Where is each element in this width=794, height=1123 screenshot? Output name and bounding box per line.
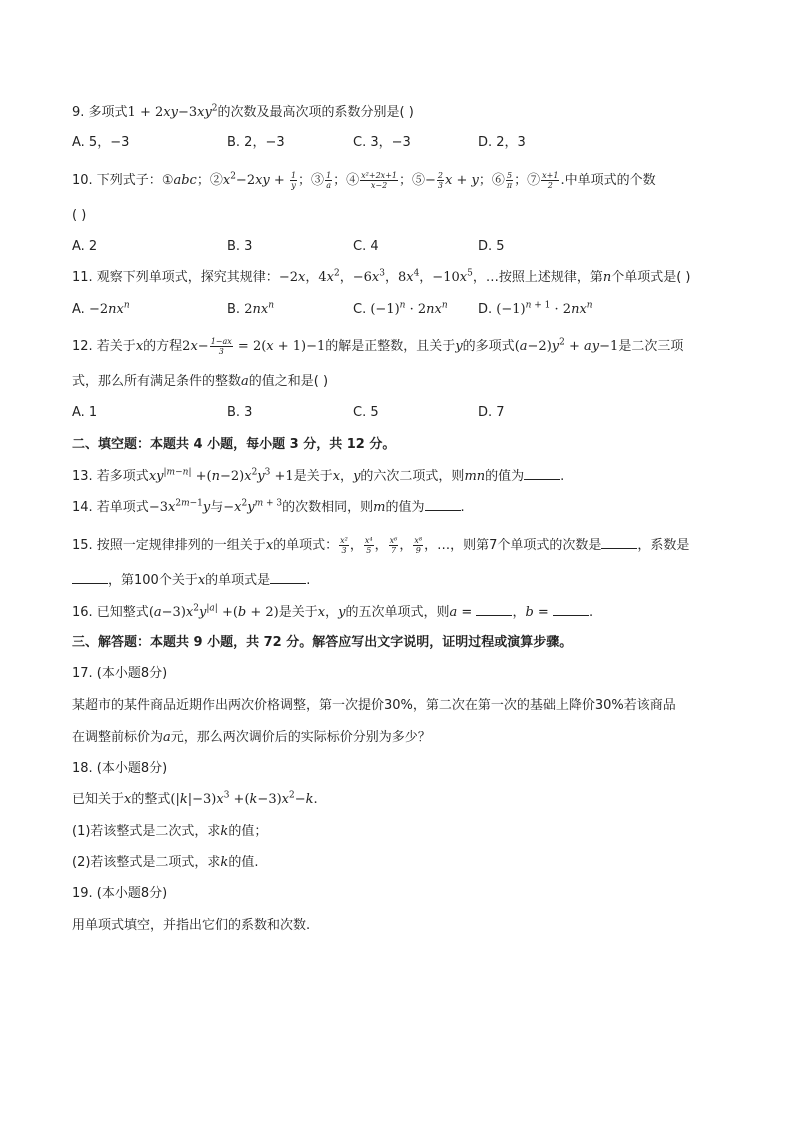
- question-11-stem: 11. 观察下列单项式，探究其规律：−2x，$4x^2$，$-6x^3$，$8x^4$，$-10x^5$，…按照上述规律，第n个单项式是( ): [72, 268, 691, 285]
- q9-suffix: 的次数及最高次项的系数分别是( ): [217, 105, 414, 120]
- q16-blank-a[interactable]: [476, 603, 512, 616]
- q11-option-d[interactable]: D. $(-1)^{n + 1} \cdot 2nx^n$: [478, 300, 593, 317]
- q18-sub2: (2)若该整式是二项式，求k的值.: [72, 855, 259, 870]
- q12-polynomial: $(a-2)y^2 + ay-1$: [514, 337, 619, 354]
- q16-blank-b[interactable]: [553, 603, 589, 616]
- q9-option-d[interactable]: D. 2，3: [478, 135, 526, 150]
- q12-equation: 2x− $\frac{1-ax}{3}$ = 2(x + 1)−1: [182, 337, 326, 356]
- q9-option-b[interactable]: B. 2，−3: [227, 135, 285, 150]
- question-12-options: [72, 404, 732, 422]
- q15-sequence: $\frac{\text{x²}}{3}$ ， $\frac{\text{x⁴}}{5}$ ， $\frac{\text{x⁶}}{7}$ ， $\frac{\text{x⁸}}{9}$ ，: [340, 536, 438, 555]
- q18-expression: $(|k|-3)x^3 +(k-3)x^2-k$.: [170, 790, 318, 807]
- q11-suffix: 个单项式是( ): [611, 270, 691, 285]
- question-15: 15. 按照一定规律排列的一组关于x的单项式： $\frac{\text{x²}}{3}$ ， $\frac{\text{x⁴}}{5}$ ， $\frac{\text{x⁶}}{7}$ ， $\frac{\text{x⁸}}{9}$ ，…，则第7个单项式的次数是 ，系数是: [72, 536, 690, 555]
- q11-prefix: 11. 观察下列单项式，探究其规律：: [72, 270, 279, 285]
- q11-mid: …按照上述规律，第: [485, 270, 603, 285]
- question-9-options: [72, 134, 732, 152]
- section-3-heading: 三、解答题：本题共 9 小题，共 72 分。解答应写出文字说明，证明过程或演算步骤。: [72, 635, 573, 650]
- section-2-heading: 二、填空题：本题共 4 小题，每小题 3 分，共 12 分。: [72, 437, 396, 452]
- q10-suffix: 中单项式的个数: [564, 173, 656, 188]
- q12-option-d[interactable]: D. 7: [478, 405, 505, 420]
- q15-blank-2[interactable]: [72, 571, 108, 584]
- q10-prefix: 10. 下列式子：: [72, 173, 162, 188]
- q13-polynomial: $xy^{|m-n|} +(n-2)x^2y^3 +1$: [148, 467, 294, 484]
- q11-option-a[interactable]: A. $-2nx^n$: [72, 300, 130, 317]
- q10-paren: ( ): [72, 208, 87, 223]
- q12-b: 的解是正整数，且关于: [325, 339, 456, 354]
- q12-option-a[interactable]: A. 1: [72, 405, 98, 420]
- q12-option-c[interactable]: C. 5: [353, 405, 379, 420]
- q10-option-a[interactable]: A. 2: [72, 239, 98, 254]
- q11-sequence: −2x，$4x^2$，$-6x^3$，$8x^4$，$-10x^5$，: [278, 268, 486, 285]
- q18-line1: 已知关于x的整式$(|k|-3)x^3 +(k-3)x^2-k$.: [72, 790, 318, 807]
- question-10-options: [72, 238, 732, 256]
- q12-option-b[interactable]: B. 3: [227, 405, 253, 420]
- q9-option-a[interactable]: A. 5，−3: [72, 135, 130, 150]
- q16-expression: $(a-3)x^2y^{|a|} +(b + 2)$: [148, 603, 279, 620]
- q9-polynomial: $1 + 2xy-3xy^2$: [127, 103, 218, 120]
- q19-title: 19. (本小题8分): [72, 886, 168, 901]
- q10-option-d[interactable]: D. 5: [478, 239, 505, 254]
- q10-option-c[interactable]: C. 4: [353, 239, 379, 254]
- question-9-stem: [72, 104, 414, 122]
- q17-line1: 某超市的某件商品近期作出两次价格调整，第一次提价30%，第二次在第一次的基础上降价30%若该商品: [72, 698, 676, 713]
- q12-a: 的方程: [143, 339, 183, 354]
- q12-prefix: 12. 若关于: [72, 339, 136, 354]
- q15-blank-3[interactable]: [270, 571, 306, 584]
- q10-expressions: ①abc；$②x^2-2xy$ + $\frac{1}{y}$ ；③ $\frac{1}{a}$ ；④ $\frac{\text{x²+2x+1}}{x-2}$ ；⑤− $\frac{2}{3}$ x + y；⑥ $\frac{5}{\pi}$ ；⑦ $\frac{x+1}{2}$ .: [161, 171, 565, 190]
- q12-c: 的多项式: [462, 339, 515, 354]
- q9-option-c[interactable]: C. 3，−3: [353, 135, 411, 150]
- question-15-line2: ，第100个关于x的单项式是 .: [72, 571, 310, 590]
- q14-monomial-2: $-x^2y^{m + 3}$: [223, 498, 283, 515]
- q18-sub1: (1)若该整式是二次式，求k的值；: [72, 824, 268, 839]
- question-12-stem: 12. 若关于x的方程2x− $\frac{1-ax}{3}$ = 2(x + 1)−1的解是正整数，且关于y的多项式$(a-2)y^2 + ay-1$是二次三项: [72, 337, 684, 356]
- q17-line2: 在调整前标价为a元，那么两次调价后的实际标价分别为多少？: [72, 730, 431, 745]
- q14-monomial-1: $-3x^{2m-1}y$: [148, 498, 211, 515]
- q18-title: 18. (本小题8分): [72, 761, 168, 776]
- q13-blank[interactable]: [524, 467, 560, 480]
- q11-option-b[interactable]: B. $2nx^n$: [227, 300, 274, 317]
- question-11-options: [72, 301, 732, 319]
- q9-prefix: 9. 多项式: [72, 105, 128, 120]
- q19-line1: 用单项式填空，并指出它们的系数和次数.: [72, 918, 311, 933]
- question-16: 16. 已知整式$(a-3)x^2y^{|a|} +(b + 2)$是关于x，y的五次单项式，则a = ，b = .: [72, 603, 594, 620]
- q10-option-b[interactable]: B. 3: [227, 239, 253, 254]
- question-10-stem: [72, 170, 656, 192]
- question-14: 14. 若单项式$-3x^{2m-1}y$与$-x^2y^{m + 3}$的次数相同，则m的值为 .: [72, 498, 465, 515]
- question-13: 13. 若多项式$xy^{|m-n|} +(n-2)x^2y^3 +1$是关于x，y的六次二项式，则mn的值为 .: [72, 467, 565, 484]
- q11-option-c[interactable]: C. $(-1)^n \cdot 2nx^n$: [353, 300, 448, 317]
- q15-blank-1[interactable]: [601, 536, 637, 549]
- question-12-line2: 式，那么所有满足条件的整数a的值之和是( ): [72, 374, 329, 389]
- q14-blank[interactable]: [425, 498, 461, 511]
- q12-d: 是二次三项: [618, 339, 684, 354]
- q17-title: 17. (本小题8分): [72, 666, 168, 681]
